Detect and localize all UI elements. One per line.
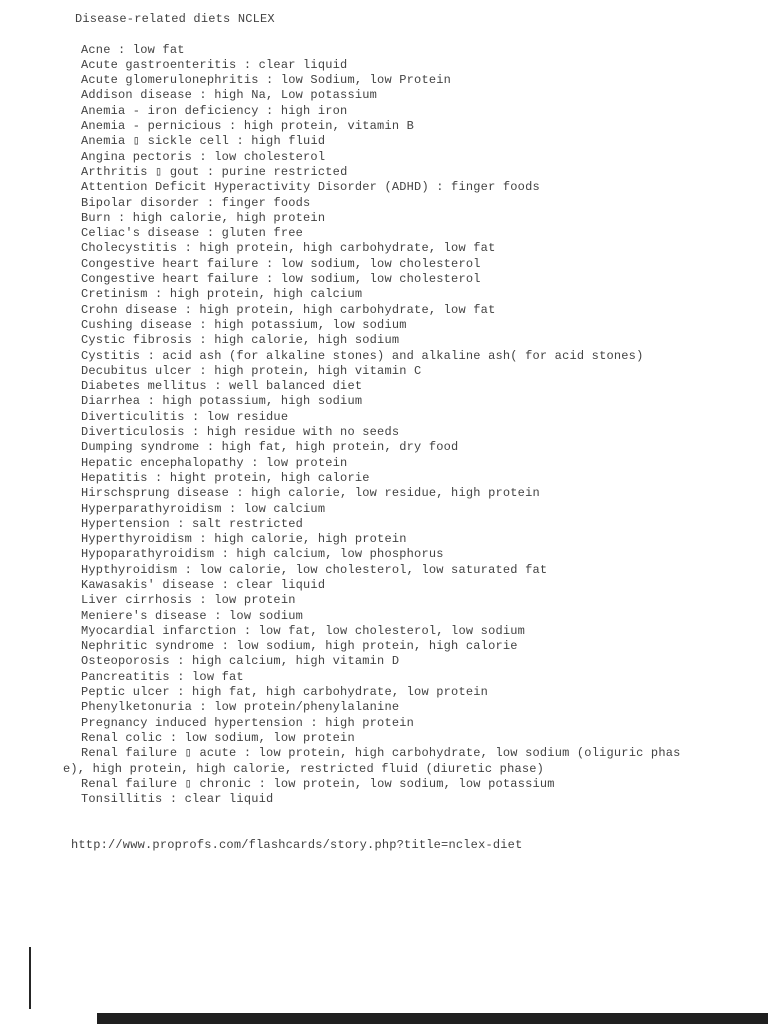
document-line: Anemia - iron deficiency : high iron xyxy=(81,103,348,118)
document-line: Cushing disease : high potassium, low sodium xyxy=(81,317,407,332)
document-line: Meniere's disease : low sodium xyxy=(81,608,304,623)
document-line: Bipolar disorder : finger foods xyxy=(81,195,311,210)
document-line: Dumping syndrome : high fat, high protein, dry food xyxy=(81,440,459,455)
document-line: Crohn disease : high protein, high carbohydrate, low fat xyxy=(81,302,496,317)
next-page-edge-bar xyxy=(97,1013,768,1024)
document-line: Cystitis : acid ash (for alkaline stones) and alkaline ash( for acid stones) xyxy=(81,348,644,363)
source-url: http://www.proprofs.com/flashcards/story.php?title=nclex-diet xyxy=(71,838,523,853)
document-line: Burn : high calorie, high protein xyxy=(81,210,326,225)
document-line: Cholecystitis : high protein, high carbohydrate, low fat xyxy=(81,241,496,256)
document-line: Arthritis ▯ gout : purine restricted xyxy=(81,164,348,179)
document-line: Diverticulosis : high residue with no seeds xyxy=(81,425,400,440)
document-line: Hyperparathyroidism : low calcium xyxy=(81,501,326,516)
document-line: Diverticulitis : low residue xyxy=(81,409,289,424)
document-line: Hypoparathyroidism : high calcium, low phosphorus xyxy=(81,547,444,562)
document-line: Anemia ▯ sickle cell : high fluid xyxy=(81,134,326,149)
document-body xyxy=(63,43,681,808)
document-line: Pancreatitis : low fat xyxy=(81,669,244,684)
document-line: Attention Deficit Hyperactivity Disorder (ADHD) : finger foods xyxy=(81,180,540,195)
document-line: Acute glomerulonephritis : low Sodium, low Protein xyxy=(81,73,452,88)
document-line: Cystic fibrosis : high calorie, high sodium xyxy=(81,333,400,348)
document-line: Hyperthyroidism : high calorie, high protein xyxy=(81,532,407,547)
document-line: Tonsillitis : clear liquid xyxy=(81,792,274,807)
document-line: Acne : low fat xyxy=(81,42,185,57)
document-title: Disease-related diets NCLEX xyxy=(75,12,275,26)
document-line: Hypertension : salt restricted xyxy=(81,516,304,531)
document-line: Nephritic syndrome : low sodium, high protein, high calorie xyxy=(81,639,518,654)
document-line: Osteoporosis : high calcium, high vitamin D xyxy=(81,654,400,669)
document-line: Congestive heart failure : low sodium, low cholesterol xyxy=(81,272,481,287)
document-line: Angina pectoris : low cholesterol xyxy=(81,149,326,164)
document-line: Renal failure ▯ acute : low protein, high carbohydrate, low sodium (oliguric phas xyxy=(81,746,681,761)
document-line: Peptic ulcer : high fat, high carbohydrate, low protein xyxy=(81,685,489,700)
document-line: Kawasakis' disease : clear liquid xyxy=(81,577,326,592)
document-line: Pregnancy induced hypertension : high protein xyxy=(81,715,415,730)
document-line: Celiac's disease : gluten free xyxy=(81,226,304,241)
document-line: Addison disease : high Na, Low potassium xyxy=(81,88,378,103)
document-line: Decubitus ulcer : high protein, high vitamin C xyxy=(81,363,422,378)
document-line: Liver cirrhosis : low protein xyxy=(81,593,296,608)
document-line: Acute gastroenteritis : clear liquid xyxy=(81,57,348,72)
document-line: Diabetes mellitus : well balanced diet xyxy=(81,379,363,394)
document-line: e), high protein, high calorie, restricted fluid (diuretic phase) xyxy=(63,761,545,776)
document-line: Renal colic : low sodium, low protein xyxy=(81,730,355,745)
document-line: Phenylketonuria : low protein/phenylalanine xyxy=(81,700,400,715)
document-line: Diarrhea : high potassium, high sodium xyxy=(81,394,363,409)
document-line: Hirschsprung disease : high calorie, low residue, high protein xyxy=(81,486,540,501)
document-line: Hepatitis : hight protein, high calorie xyxy=(81,470,370,485)
document-line: Cretinism : high protein, high calcium xyxy=(81,287,363,302)
document-line: Myocardial infarction : low fat, low cholesterol, low sodium xyxy=(81,623,526,638)
document-line: Congestive heart failure : low sodium, low cholesterol xyxy=(81,256,481,271)
document-line: Hepatic encephalopathy : low protein xyxy=(81,455,348,470)
document-line: Renal failure ▯ chronic : low protein, low sodium, low potassium xyxy=(81,776,555,791)
scan-artifact-line xyxy=(29,947,31,1009)
document-line: Anemia - pernicious : high protein, vitamin B xyxy=(81,119,415,134)
document-page xyxy=(63,12,681,853)
document-line: Hypthyroidism : low calorie, low cholesterol, low saturated fat xyxy=(81,562,548,577)
